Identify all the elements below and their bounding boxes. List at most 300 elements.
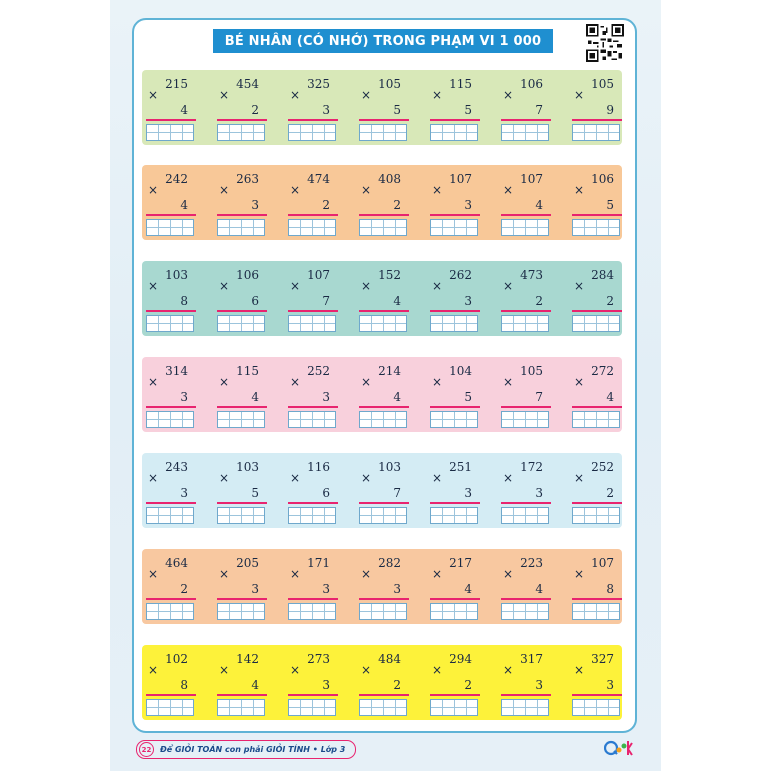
multiply-sign: × <box>503 183 514 197</box>
multiplicand: 107 <box>591 556 614 570</box>
multiplication-problem <box>497 453 553 528</box>
multiply-sign: × <box>432 375 443 389</box>
multiplication-problem <box>142 645 198 720</box>
result-underline <box>146 214 196 216</box>
multiplicand: 464 <box>165 556 188 570</box>
result-underline <box>572 214 622 216</box>
multiply-sign: × <box>361 375 372 389</box>
answer-grid-input[interactable] <box>359 507 407 524</box>
result-underline <box>572 694 622 696</box>
answer-grid-input[interactable] <box>288 411 336 428</box>
multiply-sign: × <box>432 183 443 197</box>
multiplicand: 152 <box>378 268 401 282</box>
multiply-sign: × <box>574 567 585 581</box>
answer-grid-input[interactable] <box>146 315 194 332</box>
answer-grid-input[interactable] <box>288 699 336 716</box>
multiplicand: 107 <box>307 268 330 282</box>
multiplication-problem <box>497 549 553 624</box>
multiplier: 4 <box>606 390 614 404</box>
multiplier: 5 <box>251 486 259 500</box>
multiplication-problem <box>568 549 624 624</box>
result-underline <box>288 214 338 216</box>
multiply-sign: × <box>432 663 443 677</box>
multiplication-problem <box>142 261 198 336</box>
multiplicand: 327 <box>591 652 614 666</box>
multiplicand: 116 <box>307 460 330 474</box>
multiplication-problem <box>497 645 553 720</box>
answer-grid-input[interactable] <box>146 507 194 524</box>
answer-grid-input[interactable] <box>501 603 549 620</box>
multiplier: 5 <box>393 103 401 117</box>
result-underline <box>501 598 551 600</box>
result-underline <box>288 119 338 121</box>
multiplicand: 284 <box>591 268 614 282</box>
answer-grid-input[interactable] <box>217 411 265 428</box>
multiply-sign: × <box>219 663 230 677</box>
multiplication-problem <box>284 453 340 528</box>
multiplicand: 252 <box>591 460 614 474</box>
result-underline <box>146 310 196 312</box>
qr-code-icon <box>586 24 624 62</box>
multiply-sign: × <box>432 88 443 102</box>
result-underline <box>430 502 480 504</box>
multiplication-problem <box>497 165 553 240</box>
multiplier: 2 <box>535 294 543 308</box>
result-underline <box>501 119 551 121</box>
multiplication-problem <box>142 165 198 240</box>
result-underline <box>501 214 551 216</box>
multiplier: 3 <box>464 294 472 308</box>
answer-grid-input[interactable] <box>430 507 478 524</box>
multiplicand: 294 <box>449 652 472 666</box>
multiplicand: 251 <box>449 460 472 474</box>
multiplicand: 214 <box>378 364 401 378</box>
multiplicand: 105 <box>591 77 614 91</box>
multiplication-problem <box>568 70 624 145</box>
result-underline <box>217 214 267 216</box>
multiplication-problem <box>568 645 624 720</box>
result-underline <box>146 406 196 408</box>
multiplier: 3 <box>464 198 472 212</box>
multiplication-problem <box>213 453 269 528</box>
answer-grid-input[interactable] <box>288 124 336 141</box>
multiplicand: 282 <box>378 556 401 570</box>
multiply-sign: × <box>574 279 585 293</box>
multiplication-problem <box>426 357 482 432</box>
multiplicand: 242 <box>165 172 188 186</box>
result-underline <box>217 598 267 600</box>
multiplicand: 473 <box>520 268 543 282</box>
multiply-sign: × <box>574 88 585 102</box>
answer-grid-input[interactable] <box>359 411 407 428</box>
multiplicand: 484 <box>378 652 401 666</box>
multiply-sign: × <box>503 279 514 293</box>
multiplicand: 317 <box>520 652 543 666</box>
multiplicand: 325 <box>307 77 330 91</box>
answer-grid-input[interactable] <box>146 411 194 428</box>
multiplier: 8 <box>180 678 188 692</box>
multiply-sign: × <box>361 279 372 293</box>
multiplier: 5 <box>606 198 614 212</box>
answer-grid-input[interactable] <box>430 219 478 236</box>
multiplication-problem <box>355 357 411 432</box>
multiplier: 4 <box>180 198 188 212</box>
multiplication-problem <box>497 70 553 145</box>
result-underline <box>430 119 480 121</box>
multiplicand: 104 <box>449 364 472 378</box>
multiplicand: 106 <box>236 268 259 282</box>
multiplier: 4 <box>180 103 188 117</box>
multiplication-problem <box>355 453 411 528</box>
exercise-row <box>142 70 622 145</box>
multiply-sign: × <box>432 567 443 581</box>
answer-grid-input[interactable] <box>501 124 549 141</box>
multiplicand: 408 <box>378 172 401 186</box>
multiplier: 7 <box>393 486 401 500</box>
answer-grid-input[interactable] <box>430 699 478 716</box>
result-underline <box>430 694 480 696</box>
multiply-sign: × <box>290 567 301 581</box>
multiplier: 2 <box>393 198 401 212</box>
multiplier: 3 <box>393 582 401 596</box>
page-title: BÉ NHÂN (CÓ NHỚ) TRONG PHẠM VI 1 000 <box>213 29 553 53</box>
multiply-sign: × <box>290 663 301 677</box>
multiplier: 3 <box>251 582 259 596</box>
multiplier: 4 <box>535 198 543 212</box>
multiply-sign: × <box>290 88 301 102</box>
multiplicand: 223 <box>520 556 543 570</box>
multiplicand: 243 <box>165 460 188 474</box>
multiplier: 4 <box>535 582 543 596</box>
multiplicand: 105 <box>520 364 543 378</box>
multiplication-problem <box>426 261 482 336</box>
answer-grid-input[interactable] <box>430 315 478 332</box>
multiplication-problem <box>426 165 482 240</box>
multiplier: 2 <box>180 582 188 596</box>
multiplier: 2 <box>251 103 259 117</box>
answer-grid-input[interactable] <box>146 699 194 716</box>
result-underline <box>146 119 196 121</box>
multiplier: 2 <box>464 678 472 692</box>
answer-grid-input[interactable] <box>572 411 620 428</box>
multiplication-problem <box>142 357 198 432</box>
multiplication-problem <box>568 453 624 528</box>
result-underline <box>217 502 267 504</box>
answer-grid-input[interactable] <box>572 124 620 141</box>
answer-grid-input[interactable] <box>430 603 478 620</box>
multiplication-problem <box>568 357 624 432</box>
multiplicand: 171 <box>307 556 330 570</box>
answer-grid-input[interactable] <box>430 124 478 141</box>
exercise-row <box>142 453 622 528</box>
answer-grid-input[interactable] <box>501 411 549 428</box>
page-number: 22 <box>139 742 154 757</box>
result-underline <box>572 310 622 312</box>
result-underline <box>359 598 409 600</box>
answer-grid-input[interactable] <box>217 219 265 236</box>
result-underline <box>430 214 480 216</box>
result-underline <box>217 119 267 121</box>
multiply-sign: × <box>219 279 230 293</box>
multiplication-problem <box>284 70 340 145</box>
multiply-sign: × <box>361 183 372 197</box>
answer-grid-input[interactable] <box>359 124 407 141</box>
answer-grid-input[interactable] <box>217 315 265 332</box>
multiplication-problem <box>284 549 340 624</box>
answer-grid-input[interactable] <box>572 603 620 620</box>
multiply-sign: × <box>148 471 159 485</box>
multiplication-problem <box>284 261 340 336</box>
multiplier: 3 <box>535 678 543 692</box>
multiply-sign: × <box>290 375 301 389</box>
result-underline <box>359 214 409 216</box>
multiply-sign: × <box>219 375 230 389</box>
multiply-sign: × <box>148 279 159 293</box>
result-underline <box>217 694 267 696</box>
multiplier: 3 <box>322 678 330 692</box>
result-underline <box>288 598 338 600</box>
multiplier: 2 <box>606 294 614 308</box>
multiplier: 4 <box>393 390 401 404</box>
answer-grid-input[interactable] <box>501 315 549 332</box>
multiplication-problem <box>213 70 269 145</box>
exercise-row <box>142 165 622 240</box>
answer-grid-input[interactable] <box>217 507 265 524</box>
multiplication-problem <box>497 261 553 336</box>
answer-grid-input[interactable] <box>146 124 194 141</box>
multiplier: 5 <box>464 390 472 404</box>
result-underline <box>501 406 551 408</box>
multiplier: 2 <box>606 486 614 500</box>
answer-grid-input[interactable] <box>501 219 549 236</box>
multiply-sign: × <box>503 663 514 677</box>
multiplication-problem <box>213 549 269 624</box>
multiplication-problem <box>213 645 269 720</box>
result-underline <box>501 502 551 504</box>
multiplication-problem <box>142 453 198 528</box>
multiplicand: 103 <box>378 460 401 474</box>
result-underline <box>430 310 480 312</box>
multiplier: 5 <box>464 103 472 117</box>
multiplier: 3 <box>464 486 472 500</box>
multiplier: 3 <box>322 390 330 404</box>
multiply-sign: × <box>503 567 514 581</box>
exercise-row <box>142 645 622 720</box>
result-underline <box>359 406 409 408</box>
multiplier: 4 <box>251 390 259 404</box>
result-underline <box>146 598 196 600</box>
multiply-sign: × <box>503 471 514 485</box>
multiplication-problem <box>213 261 269 336</box>
multiplication-problem <box>284 165 340 240</box>
multiplication-problem <box>426 70 482 145</box>
multiplier: 4 <box>393 294 401 308</box>
result-underline <box>501 310 551 312</box>
result-underline <box>359 310 409 312</box>
multiplier: 3 <box>251 198 259 212</box>
multiply-sign: × <box>148 183 159 197</box>
answer-grid-input[interactable] <box>146 219 194 236</box>
multiplier: 7 <box>535 103 543 117</box>
answer-grid-input[interactable] <box>572 315 620 332</box>
multiply-sign: × <box>361 88 372 102</box>
publisher-logo-icon <box>604 738 634 758</box>
multiplicand: 107 <box>449 172 472 186</box>
result-underline <box>288 694 338 696</box>
answer-grid-input[interactable] <box>146 603 194 620</box>
answer-grid-input[interactable] <box>572 219 620 236</box>
multiply-sign: × <box>432 471 443 485</box>
multiplier: 3 <box>180 390 188 404</box>
exercise-row <box>142 549 622 624</box>
answer-grid-input[interactable] <box>288 219 336 236</box>
multiply-sign: × <box>574 375 585 389</box>
answer-grid-input[interactable] <box>217 699 265 716</box>
multiplier: 7 <box>322 294 330 308</box>
result-underline <box>217 310 267 312</box>
answer-grid-input[interactable] <box>359 315 407 332</box>
multiply-sign: × <box>574 183 585 197</box>
multiplicand: 115 <box>449 77 472 91</box>
exercise-row <box>142 261 622 336</box>
exercise-row <box>142 357 622 432</box>
multiplication-problem <box>355 165 411 240</box>
multiplicand: 102 <box>165 652 188 666</box>
answer-grid-input[interactable] <box>430 411 478 428</box>
multiplicand: 474 <box>307 172 330 186</box>
multiplication-problem <box>426 645 482 720</box>
multiplication-problem <box>497 357 553 432</box>
answer-grid-input[interactable] <box>572 507 620 524</box>
result-underline <box>430 598 480 600</box>
result-underline <box>359 502 409 504</box>
multiply-sign: × <box>219 88 230 102</box>
multiplication-problem <box>284 357 340 432</box>
multiplication-problem <box>142 70 198 145</box>
multiply-sign: × <box>290 183 301 197</box>
multiplicand: 217 <box>449 556 472 570</box>
multiplicand: 262 <box>449 268 472 282</box>
multiplicand: 115 <box>236 364 259 378</box>
result-underline <box>359 694 409 696</box>
result-underline <box>359 119 409 121</box>
footer-text: Để GIỎI TOÁN con phải GIỎI TÍNH • Lớp 3 <box>160 745 346 754</box>
multiplier: 9 <box>606 103 614 117</box>
answer-grid-input[interactable] <box>217 124 265 141</box>
result-underline <box>572 598 622 600</box>
multiplication-problem <box>142 549 198 624</box>
result-underline <box>288 406 338 408</box>
answer-grid-input[interactable] <box>359 699 407 716</box>
multiply-sign: × <box>148 567 159 581</box>
result-underline <box>288 502 338 504</box>
multiplier: 3 <box>322 103 330 117</box>
multiplier: 4 <box>464 582 472 596</box>
answer-grid-input[interactable] <box>359 219 407 236</box>
multiplier: 3 <box>606 678 614 692</box>
result-underline <box>501 694 551 696</box>
answer-grid-input[interactable] <box>359 603 407 620</box>
multiply-sign: × <box>290 471 301 485</box>
multiply-sign: × <box>219 567 230 581</box>
answer-grid-input[interactable] <box>288 507 336 524</box>
answer-grid-input[interactable] <box>501 507 549 524</box>
multiplicand: 103 <box>165 268 188 282</box>
answer-grid-input[interactable] <box>501 699 549 716</box>
multiply-sign: × <box>219 471 230 485</box>
multiplication-problem <box>355 261 411 336</box>
multiply-sign: × <box>219 183 230 197</box>
answer-grid-input[interactable] <box>288 603 336 620</box>
multiply-sign: × <box>503 88 514 102</box>
answer-grid-input[interactable] <box>217 603 265 620</box>
multiply-sign: × <box>574 471 585 485</box>
multiplier: 3 <box>322 582 330 596</box>
multiplicand: 106 <box>591 172 614 186</box>
multiplication-problem <box>355 645 411 720</box>
multiplier: 3 <box>180 486 188 500</box>
multiplication-problem <box>284 645 340 720</box>
multiplication-problem <box>355 70 411 145</box>
multiplication-problem <box>213 165 269 240</box>
multiplier: 2 <box>322 198 330 212</box>
result-underline <box>572 502 622 504</box>
multiplier: 4 <box>251 678 259 692</box>
result-underline <box>146 694 196 696</box>
multiplier: 6 <box>251 294 259 308</box>
result-underline <box>217 406 267 408</box>
multiplicand: 215 <box>165 77 188 91</box>
multiplicand: 314 <box>165 364 188 378</box>
multiply-sign: × <box>148 88 159 102</box>
multiply-sign: × <box>148 375 159 389</box>
result-underline <box>572 406 622 408</box>
result-underline <box>288 310 338 312</box>
result-underline <box>146 502 196 504</box>
multiplicand: 142 <box>236 652 259 666</box>
result-underline <box>572 119 622 121</box>
multiplication-problem <box>568 261 624 336</box>
multiplier: 7 <box>535 390 543 404</box>
multiply-sign: × <box>574 663 585 677</box>
multiplicand: 273 <box>307 652 330 666</box>
multiplication-problem <box>568 165 624 240</box>
multiplicand: 272 <box>591 364 614 378</box>
footer-banner <box>136 740 356 759</box>
multiplier: 2 <box>393 678 401 692</box>
answer-grid-input[interactable] <box>572 699 620 716</box>
multiplicand: 263 <box>236 172 259 186</box>
multiplicand: 252 <box>307 364 330 378</box>
answer-grid-input[interactable] <box>288 315 336 332</box>
multiplicand: 454 <box>236 77 259 91</box>
multiplication-problem <box>355 549 411 624</box>
multiply-sign: × <box>290 279 301 293</box>
multiplicand: 107 <box>520 172 543 186</box>
multiplication-problem <box>213 357 269 432</box>
multiply-sign: × <box>361 567 372 581</box>
multiply-sign: × <box>361 663 372 677</box>
multiplicand: 205 <box>236 556 259 570</box>
multiplicand: 106 <box>520 77 543 91</box>
multiply-sign: × <box>361 471 372 485</box>
multiplication-problem <box>426 453 482 528</box>
multiplicand: 105 <box>378 77 401 91</box>
multiplicand: 103 <box>236 460 259 474</box>
multiplier: 8 <box>180 294 188 308</box>
multiplicand: 172 <box>520 460 543 474</box>
multiplication-problem <box>426 549 482 624</box>
